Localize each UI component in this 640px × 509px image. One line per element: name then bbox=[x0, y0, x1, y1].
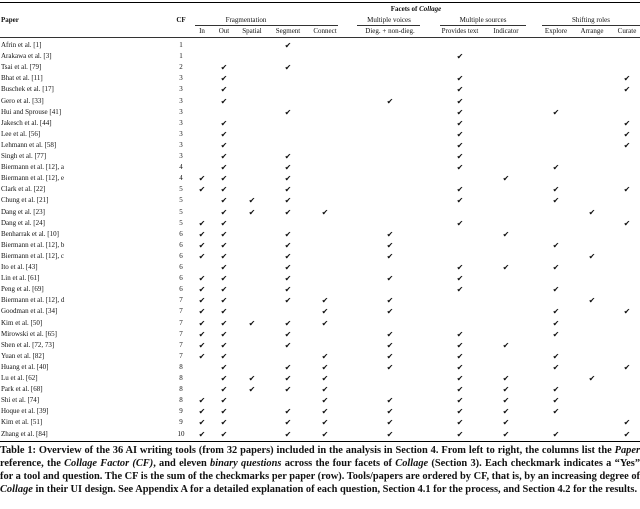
checkmark-icon: ✔ bbox=[284, 196, 292, 206]
checkmark-icon: ✔ bbox=[623, 362, 631, 372]
checkmark-icon: ✔ bbox=[284, 407, 292, 417]
checkmark-icon: ✔ bbox=[321, 351, 329, 361]
table-caption: Table 1: Overview of the 36 AI writing tools (from 32 papers) included in the analysis in Section 4. From left to right, the columns list the Paper reference, the Collage Factor (CF), and eleven binary questions across the four facets of Collage (Section 3). Each checkmark indicates a “Yes” for a tool and question. The CF is the sum of the checkmarks per paper (row). Tools/papers are ordered by CF, that is, by an increasing degree of Collage in their UI design. See Appendix A for a detailed explanation of each question, Section 4.1 for the process, and Section 4.2 for the results. bbox=[0, 445, 640, 495]
checkmark-icon: ✔ bbox=[623, 218, 631, 228]
group-fragmentation: Fragmentation bbox=[225, 16, 267, 24]
checkmark-icon: ✔ bbox=[198, 329, 206, 339]
checkmark-icon: ✔ bbox=[220, 229, 228, 239]
cf-cell: 7 bbox=[179, 296, 183, 305]
checkmark-icon: ✔ bbox=[456, 362, 464, 372]
checkmark-icon: ✔ bbox=[220, 429, 228, 439]
column-header: Out bbox=[218, 27, 230, 35]
checkmark-icon: ✔ bbox=[198, 318, 206, 328]
checkmark-icon: ✔ bbox=[502, 374, 510, 383]
cf-cell: 6 bbox=[179, 274, 183, 283]
checkmark-icon: ✔ bbox=[552, 396, 560, 406]
checkmark-icon: ✔ bbox=[456, 96, 464, 106]
column-header: Spatial bbox=[242, 27, 262, 35]
checkmark-icon: ✔ bbox=[456, 329, 464, 339]
checkmark-icon: ✔ bbox=[552, 196, 560, 206]
checkmark-icon: ✔ bbox=[220, 140, 228, 150]
checkmark-icon: ✔ bbox=[284, 374, 292, 383]
cf-cell: 3 bbox=[179, 118, 183, 127]
paper-cell: Mirowski et al. [65] bbox=[1, 329, 57, 338]
cf-cell: 10 bbox=[177, 429, 185, 438]
checkmark-icon: ✔ bbox=[248, 196, 256, 206]
cf-cell: 9 bbox=[179, 418, 183, 427]
checkmark-icon: ✔ bbox=[198, 307, 206, 317]
cf-cell: 7 bbox=[179, 351, 183, 360]
paper-column-header: Paper bbox=[1, 16, 19, 24]
checkmark-icon: ✔ bbox=[321, 396, 329, 406]
checkmark-icon: ✔ bbox=[198, 351, 206, 361]
checkmark-icon: ✔ bbox=[284, 429, 292, 439]
checkmark-icon: ✔ bbox=[248, 374, 256, 383]
checkmark-icon: ✔ bbox=[552, 407, 560, 417]
paper-cell: Tsai et al. [79] bbox=[1, 63, 42, 72]
checkmark-icon: ✔ bbox=[456, 429, 464, 439]
paper-cell: Dang et al. [24] bbox=[1, 218, 45, 227]
cf-cell: 3 bbox=[179, 107, 183, 116]
checkmark-icon: ✔ bbox=[321, 362, 329, 372]
checkmark-icon: ✔ bbox=[284, 318, 292, 328]
checkmark-icon: ✔ bbox=[552, 285, 560, 295]
paper-cell: Benharrak et al. [10] bbox=[1, 229, 59, 238]
checkmark-icon: ✔ bbox=[552, 307, 560, 317]
checkmark-icon: ✔ bbox=[284, 229, 292, 239]
checkmark-icon: ✔ bbox=[220, 240, 228, 250]
paper-cell: Lee et al. [56] bbox=[1, 129, 41, 138]
checkmark-icon: ✔ bbox=[552, 318, 560, 328]
column-header: Provides text bbox=[441, 27, 479, 35]
checkmark-icon: ✔ bbox=[456, 351, 464, 361]
paper-cell: Bhat et al. [11] bbox=[1, 74, 43, 83]
cf-cell: 7 bbox=[179, 307, 183, 316]
checkmark-icon: ✔ bbox=[198, 218, 206, 228]
checkmark-icon: ✔ bbox=[552, 429, 560, 439]
paper-cell: Shi et al. [74] bbox=[1, 396, 40, 405]
checkmark-icon: ✔ bbox=[321, 296, 329, 306]
cf-cell: 8 bbox=[179, 362, 183, 371]
checkmark-icon: ✔ bbox=[284, 163, 292, 173]
cf-cell: 8 bbox=[179, 374, 183, 382]
checkmark-icon: ✔ bbox=[456, 185, 464, 195]
checkmark-icon: ✔ bbox=[386, 329, 394, 339]
checkmark-icon: ✔ bbox=[198, 185, 206, 195]
checkmark-icon: ✔ bbox=[198, 407, 206, 417]
cf-cell: 3 bbox=[179, 140, 183, 149]
paper-cell: Buschek et al. [17] bbox=[1, 85, 54, 94]
checkmark-icon: ✔ bbox=[220, 329, 228, 339]
checkmark-icon: ✔ bbox=[284, 240, 292, 250]
checkmark-icon: ✔ bbox=[198, 296, 206, 306]
checkmark-icon: ✔ bbox=[588, 207, 596, 217]
facets-header: Facets of Collage bbox=[390, 5, 442, 13]
checkmark-icon: ✔ bbox=[220, 418, 228, 428]
checkmark-icon: ✔ bbox=[220, 374, 228, 383]
checkmark-icon: ✔ bbox=[284, 174, 292, 184]
checkmark-icon: ✔ bbox=[220, 85, 228, 95]
group-rule-fragmentation bbox=[195, 25, 338, 26]
column-header: In bbox=[199, 27, 205, 35]
column-header: Arrange bbox=[580, 27, 604, 35]
checkmark-icon: ✔ bbox=[456, 52, 464, 62]
group-multiple-voices: Multiple voices bbox=[367, 16, 411, 24]
cf-cell: 5 bbox=[179, 207, 183, 216]
checkmark-icon: ✔ bbox=[623, 307, 631, 317]
paper-cell: Arakawa et al. [3] bbox=[1, 52, 52, 61]
checkmark-icon: ✔ bbox=[220, 207, 228, 217]
column-header: Connect bbox=[313, 27, 337, 35]
checkmark-icon: ✔ bbox=[588, 251, 596, 261]
checkmark-icon: ✔ bbox=[284, 41, 292, 50]
checkmark-icon: ✔ bbox=[198, 240, 206, 250]
checkmark-icon: ✔ bbox=[220, 407, 228, 417]
checkmark-icon: ✔ bbox=[386, 396, 394, 406]
checkmark-icon: ✔ bbox=[386, 429, 394, 439]
checkmark-icon: ✔ bbox=[623, 418, 631, 428]
checkmark-icon: ✔ bbox=[321, 429, 329, 439]
checkmark-icon: ✔ bbox=[502, 396, 510, 406]
checkmark-icon: ✔ bbox=[321, 318, 329, 328]
checkmark-icon: ✔ bbox=[456, 374, 464, 383]
checkmark-icon: ✔ bbox=[588, 296, 596, 306]
checkmark-icon: ✔ bbox=[386, 251, 394, 261]
checkmark-icon: ✔ bbox=[198, 274, 206, 284]
checkmark-icon: ✔ bbox=[220, 118, 228, 128]
group-rule-sources bbox=[440, 25, 526, 26]
paper-cell: Yuan et al. [82] bbox=[1, 351, 45, 360]
cf-cell: 6 bbox=[179, 229, 183, 238]
checkmark-icon: ✔ bbox=[552, 163, 560, 173]
checkmark-icon: ✔ bbox=[623, 140, 631, 150]
paper-cell: Shen et al. [72, 73] bbox=[1, 340, 55, 349]
checkmark-icon: ✔ bbox=[386, 340, 394, 350]
checkmark-icon: ✔ bbox=[284, 362, 292, 372]
checkmark-icon: ✔ bbox=[220, 96, 228, 106]
paper-cell: Gero et al. [33] bbox=[1, 96, 44, 105]
checkmark-icon: ✔ bbox=[284, 107, 292, 117]
paper-cell: Jakesch et al. [44] bbox=[1, 118, 52, 127]
checkmark-icon: ✔ bbox=[456, 396, 464, 406]
column-header: Explore bbox=[544, 27, 568, 35]
checkmark-icon: ✔ bbox=[456, 263, 464, 272]
cf-cell: 4 bbox=[179, 174, 183, 183]
column-header: Curate bbox=[617, 27, 637, 35]
table-top-rule bbox=[0, 2, 640, 3]
checkmark-icon: ✔ bbox=[220, 185, 228, 195]
checkmark-icon: ✔ bbox=[220, 385, 228, 395]
checkmark-icon: ✔ bbox=[198, 429, 206, 439]
checkmark-icon: ✔ bbox=[623, 85, 631, 95]
column-header: Dieg. + non-dieg. bbox=[365, 27, 415, 35]
paper-cell: Hoque et al. [39] bbox=[1, 407, 49, 416]
checkmark-icon: ✔ bbox=[456, 285, 464, 295]
cf-cell: 1 bbox=[179, 41, 183, 49]
group-rule-roles bbox=[542, 25, 640, 26]
checkmark-icon: ✔ bbox=[220, 307, 228, 317]
checkmark-icon: ✔ bbox=[284, 251, 292, 261]
cf-cell: 8 bbox=[179, 385, 183, 394]
checkmark-icon: ✔ bbox=[321, 374, 329, 383]
checkmark-icon: ✔ bbox=[502, 385, 510, 395]
header-rule bbox=[0, 37, 640, 38]
group-shifting-roles: Shifting roles bbox=[572, 16, 610, 24]
checkmark-icon: ✔ bbox=[502, 418, 510, 428]
cf-cell: 3 bbox=[179, 129, 183, 138]
checkmark-icon: ✔ bbox=[386, 307, 394, 317]
paper-cell: Dang et al. [23] bbox=[1, 207, 45, 216]
checkmark-icon: ✔ bbox=[220, 196, 228, 206]
checkmark-icon: ✔ bbox=[552, 263, 560, 272]
checkmark-icon: ✔ bbox=[284, 274, 292, 284]
checkmark-icon: ✔ bbox=[502, 174, 510, 184]
checkmark-icon: ✔ bbox=[623, 74, 631, 84]
checkmark-icon: ✔ bbox=[552, 329, 560, 339]
checkmark-icon: ✔ bbox=[321, 418, 329, 428]
checkmark-icon: ✔ bbox=[284, 63, 292, 73]
cf-cell: 3 bbox=[179, 96, 183, 105]
caption-label: Table 1: bbox=[0, 445, 36, 456]
checkmark-icon: ✔ bbox=[456, 140, 464, 150]
checkmark-icon: ✔ bbox=[456, 274, 464, 284]
checkmark-icon: ✔ bbox=[552, 185, 560, 195]
cf-cell: 7 bbox=[179, 340, 183, 349]
checkmark-icon: ✔ bbox=[456, 118, 464, 128]
column-header: Segment bbox=[275, 27, 301, 35]
checkmark-icon: ✔ bbox=[248, 385, 256, 395]
checkmark-icon: ✔ bbox=[220, 296, 228, 306]
checkmark-icon: ✔ bbox=[220, 396, 228, 406]
checkmark-icon: ✔ bbox=[552, 240, 560, 250]
checkmark-icon: ✔ bbox=[198, 229, 206, 239]
paper-cell: Afrin et al. [1] bbox=[1, 41, 42, 49]
checkmark-icon: ✔ bbox=[248, 318, 256, 328]
paper-cell: Ito et al. [43] bbox=[1, 263, 38, 271]
checkmark-icon: ✔ bbox=[284, 329, 292, 339]
checkmark-icon: ✔ bbox=[321, 385, 329, 395]
checkmark-icon: ✔ bbox=[220, 74, 228, 84]
checkmark-icon: ✔ bbox=[321, 207, 329, 217]
checkmark-icon: ✔ bbox=[386, 229, 394, 239]
cf-cell: 7 bbox=[179, 318, 183, 327]
checkmark-icon: ✔ bbox=[502, 229, 510, 239]
checkmark-icon: ✔ bbox=[284, 340, 292, 350]
checkmark-icon: ✔ bbox=[456, 340, 464, 350]
checkmark-icon: ✔ bbox=[456, 129, 464, 139]
cf-cell: 5 bbox=[179, 185, 183, 194]
paper-cell: Biermann et al. [12], d bbox=[1, 296, 65, 305]
cf-cell: 6 bbox=[179, 285, 183, 294]
checkmark-icon: ✔ bbox=[623, 118, 631, 128]
checkmark-icon: ✔ bbox=[220, 251, 228, 261]
paper-cell: Biermann et al. [12], e bbox=[1, 174, 64, 183]
paper-cell: Singh et al. [77] bbox=[1, 152, 47, 160]
paper-cell: Huang et al. [40] bbox=[1, 362, 49, 371]
cf-cell: 2 bbox=[179, 63, 183, 72]
checkmark-icon: ✔ bbox=[386, 296, 394, 306]
checkmark-icon: ✔ bbox=[552, 107, 560, 117]
checkmark-icon: ✔ bbox=[284, 418, 292, 428]
cf-cell: 6 bbox=[179, 263, 183, 271]
checkmark-icon: ✔ bbox=[284, 385, 292, 395]
cf-cell: 6 bbox=[179, 251, 183, 260]
checkmark-icon: ✔ bbox=[456, 196, 464, 206]
checkmark-icon: ✔ bbox=[220, 263, 228, 272]
checkmark-icon: ✔ bbox=[248, 207, 256, 217]
cf-cell: 6 bbox=[179, 240, 183, 249]
checkmark-icon: ✔ bbox=[220, 274, 228, 284]
checkmark-icon: ✔ bbox=[198, 396, 206, 406]
cf-column-header: CF bbox=[176, 16, 186, 24]
paper-cell: Biermann et al. [12], a bbox=[1, 163, 64, 172]
checkmark-icon: ✔ bbox=[552, 362, 560, 372]
paper-cell: Clark et al. [22] bbox=[1, 185, 46, 194]
checkmark-icon: ✔ bbox=[321, 407, 329, 417]
paper-cell: Biermann et al. [12], c bbox=[1, 251, 64, 260]
checkmark-icon: ✔ bbox=[220, 318, 228, 328]
checkmark-icon: ✔ bbox=[456, 152, 464, 161]
checkmark-icon: ✔ bbox=[220, 63, 228, 73]
group-rule-voices bbox=[357, 25, 420, 26]
checkmark-icon: ✔ bbox=[386, 96, 394, 106]
checkmark-icon: ✔ bbox=[198, 340, 206, 350]
cf-cell: 5 bbox=[179, 196, 183, 205]
cf-cell: 9 bbox=[179, 407, 183, 416]
column-header: Indicator bbox=[493, 27, 519, 35]
checkmark-icon: ✔ bbox=[386, 240, 394, 250]
paper-cell: Park et al. [68] bbox=[1, 385, 43, 394]
cf-cell: 1 bbox=[179, 52, 183, 61]
checkmark-icon: ✔ bbox=[502, 407, 510, 417]
checkmark-icon: ✔ bbox=[502, 340, 510, 350]
cf-cell: 4 bbox=[179, 163, 183, 172]
group-multiple-sources: Multiple sources bbox=[459, 16, 507, 24]
checkmark-icon: ✔ bbox=[456, 407, 464, 417]
checkmark-icon: ✔ bbox=[588, 374, 596, 383]
checkmark-icon: ✔ bbox=[456, 163, 464, 173]
checkmark-icon: ✔ bbox=[284, 296, 292, 306]
checkmark-icon: ✔ bbox=[456, 218, 464, 228]
checkmark-icon: ✔ bbox=[552, 385, 560, 395]
checkmark-icon: ✔ bbox=[623, 429, 631, 439]
checkmark-icon: ✔ bbox=[198, 418, 206, 428]
checkmark-icon: ✔ bbox=[220, 285, 228, 295]
paper-cell: Kim et al. [50] bbox=[1, 318, 43, 327]
checkmark-icon: ✔ bbox=[198, 174, 206, 184]
checkmark-icon: ✔ bbox=[386, 362, 394, 372]
paper-cell: Chung et al. [21] bbox=[1, 196, 49, 205]
checkmark-icon: ✔ bbox=[552, 351, 560, 361]
checkmark-icon: ✔ bbox=[321, 307, 329, 317]
checkmark-icon: ✔ bbox=[623, 185, 631, 195]
checkmark-icon: ✔ bbox=[284, 185, 292, 195]
checkmark-icon: ✔ bbox=[220, 218, 228, 228]
checkmark-icon: ✔ bbox=[220, 340, 228, 350]
checkmark-icon: ✔ bbox=[284, 285, 292, 295]
checkmark-icon: ✔ bbox=[456, 74, 464, 84]
paper-cell: Goodman et al. [34] bbox=[1, 307, 58, 316]
checkmark-icon: ✔ bbox=[502, 263, 510, 272]
checkmark-icon: ✔ bbox=[284, 263, 292, 272]
checkmark-icon: ✔ bbox=[284, 152, 292, 161]
cf-cell: 3 bbox=[179, 85, 183, 94]
paper-cell: Zhang et al. [84] bbox=[1, 429, 48, 438]
checkmark-icon: ✔ bbox=[386, 407, 394, 417]
checkmark-icon: ✔ bbox=[456, 107, 464, 117]
paper-cell: Lehmann et al. [58] bbox=[1, 140, 57, 149]
checkmark-icon: ✔ bbox=[386, 418, 394, 428]
checkmark-icon: ✔ bbox=[220, 152, 228, 161]
table-bottom-rule bbox=[0, 441, 640, 442]
checkmark-icon: ✔ bbox=[386, 351, 394, 361]
cf-cell: 7 bbox=[179, 329, 183, 338]
paper-cell: Biermann et al. [12], b bbox=[1, 240, 65, 249]
paper-cell: Lin et al. [61] bbox=[1, 274, 40, 283]
checkmark-icon: ✔ bbox=[220, 351, 228, 361]
checkmark-icon: ✔ bbox=[220, 163, 228, 173]
checkmark-icon: ✔ bbox=[284, 207, 292, 217]
checkmark-icon: ✔ bbox=[502, 429, 510, 439]
checkmark-icon: ✔ bbox=[386, 274, 394, 284]
checkmark-icon: ✔ bbox=[456, 85, 464, 95]
cf-cell: 3 bbox=[179, 152, 183, 160]
checkmark-icon: ✔ bbox=[198, 251, 206, 261]
checkmark-icon: ✔ bbox=[623, 129, 631, 139]
checkmark-icon: ✔ bbox=[220, 362, 228, 372]
cf-cell: 3 bbox=[179, 74, 183, 83]
cf-cell: 8 bbox=[179, 396, 183, 405]
paper-cell: Hui and Sprouse [41] bbox=[1, 107, 62, 116]
checkmark-icon: ✔ bbox=[456, 418, 464, 428]
cf-cell: 5 bbox=[179, 218, 183, 227]
paper-cell: Lu et al. [62] bbox=[1, 374, 38, 382]
checkmark-icon: ✔ bbox=[198, 285, 206, 295]
checkmark-icon: ✔ bbox=[220, 174, 228, 184]
checkmark-icon: ✔ bbox=[220, 129, 228, 139]
paper-cell: Peng et al. [69] bbox=[1, 285, 44, 294]
paper-cell: Kim et al. [51] bbox=[1, 418, 43, 427]
checkmark-icon: ✔ bbox=[456, 385, 464, 395]
